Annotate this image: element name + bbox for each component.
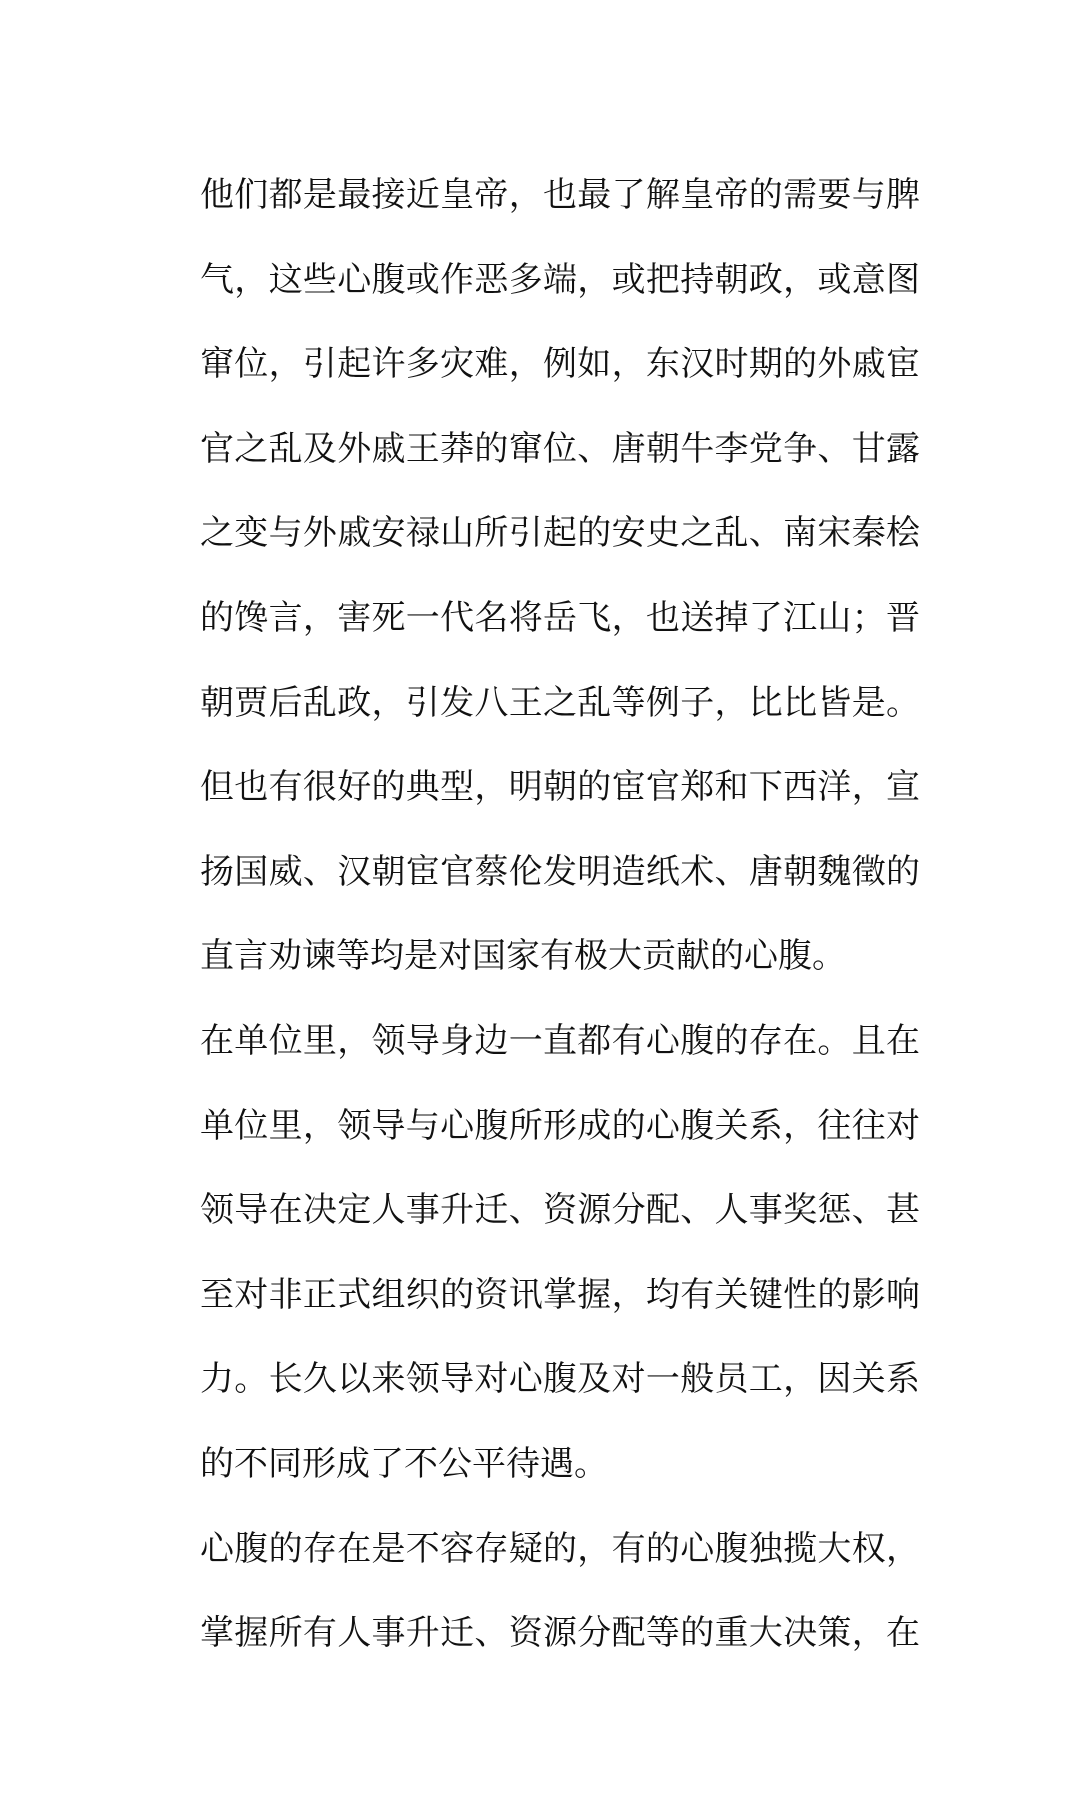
text-line: 官之乱及外戚王莽的窜位、唐朝牛李党争、甘露 (200, 428, 920, 469)
text-line: 气，这些心腹或作恶多端，或把持朝政，或意图 (200, 259, 920, 300)
text-line: 之变与外戚安禄山所引起的安史之乱、南宋秦桧 (200, 513, 920, 554)
text-line: 掌握所有人事升迁、资源分配等的重大决策，在 (200, 1613, 920, 1654)
text-line: 的不同形成了不公平待遇。 (200, 1443, 608, 1484)
text-line: 朝贾后乱政，引发八王之乱等例子，比比皆是。 (200, 682, 920, 723)
text-line: 窜位，引起许多灾难，例如，东汉时期的外戚宦 (200, 344, 920, 385)
text-line: 但也有很好的典型，明朝的宦官郑和下西洋，宣 (200, 767, 920, 808)
text-line: 在单位里，领导身边一直都有心腹的存在。且在 (200, 1020, 920, 1061)
text-line: 直言劝谏等均是对国家有极大贡献的心腹。 (200, 936, 846, 977)
text-line: 单位里，领导与心腹所形成的心腹关系，往往对 (200, 1105, 920, 1146)
text-line: 扬国威、汉朝宦官蔡伦发明造纸术、唐朝魏徵的 (200, 851, 920, 892)
text-line: 力。长久以来领导对心腹及对一般员工，因关系 (200, 1359, 920, 1400)
text-line: 他们都是最接近皇帝，也最了解皇帝的需要与脾 (200, 175, 920, 215)
text-line: 至对非正式组织的资讯掌握，均有关键性的影响 (200, 1274, 920, 1315)
text-line: 心腹的存在是不容存疑的，有的心腹独揽大权， (200, 1528, 920, 1569)
body-text (200, 175, 920, 1698)
text-line: 的馋言，害死一代名将岳飞，也送掉了江山；晋 (200, 597, 920, 638)
text-line: 领导在决定人事升迁、资源分配、人事奖惩、甚 (200, 1190, 920, 1231)
